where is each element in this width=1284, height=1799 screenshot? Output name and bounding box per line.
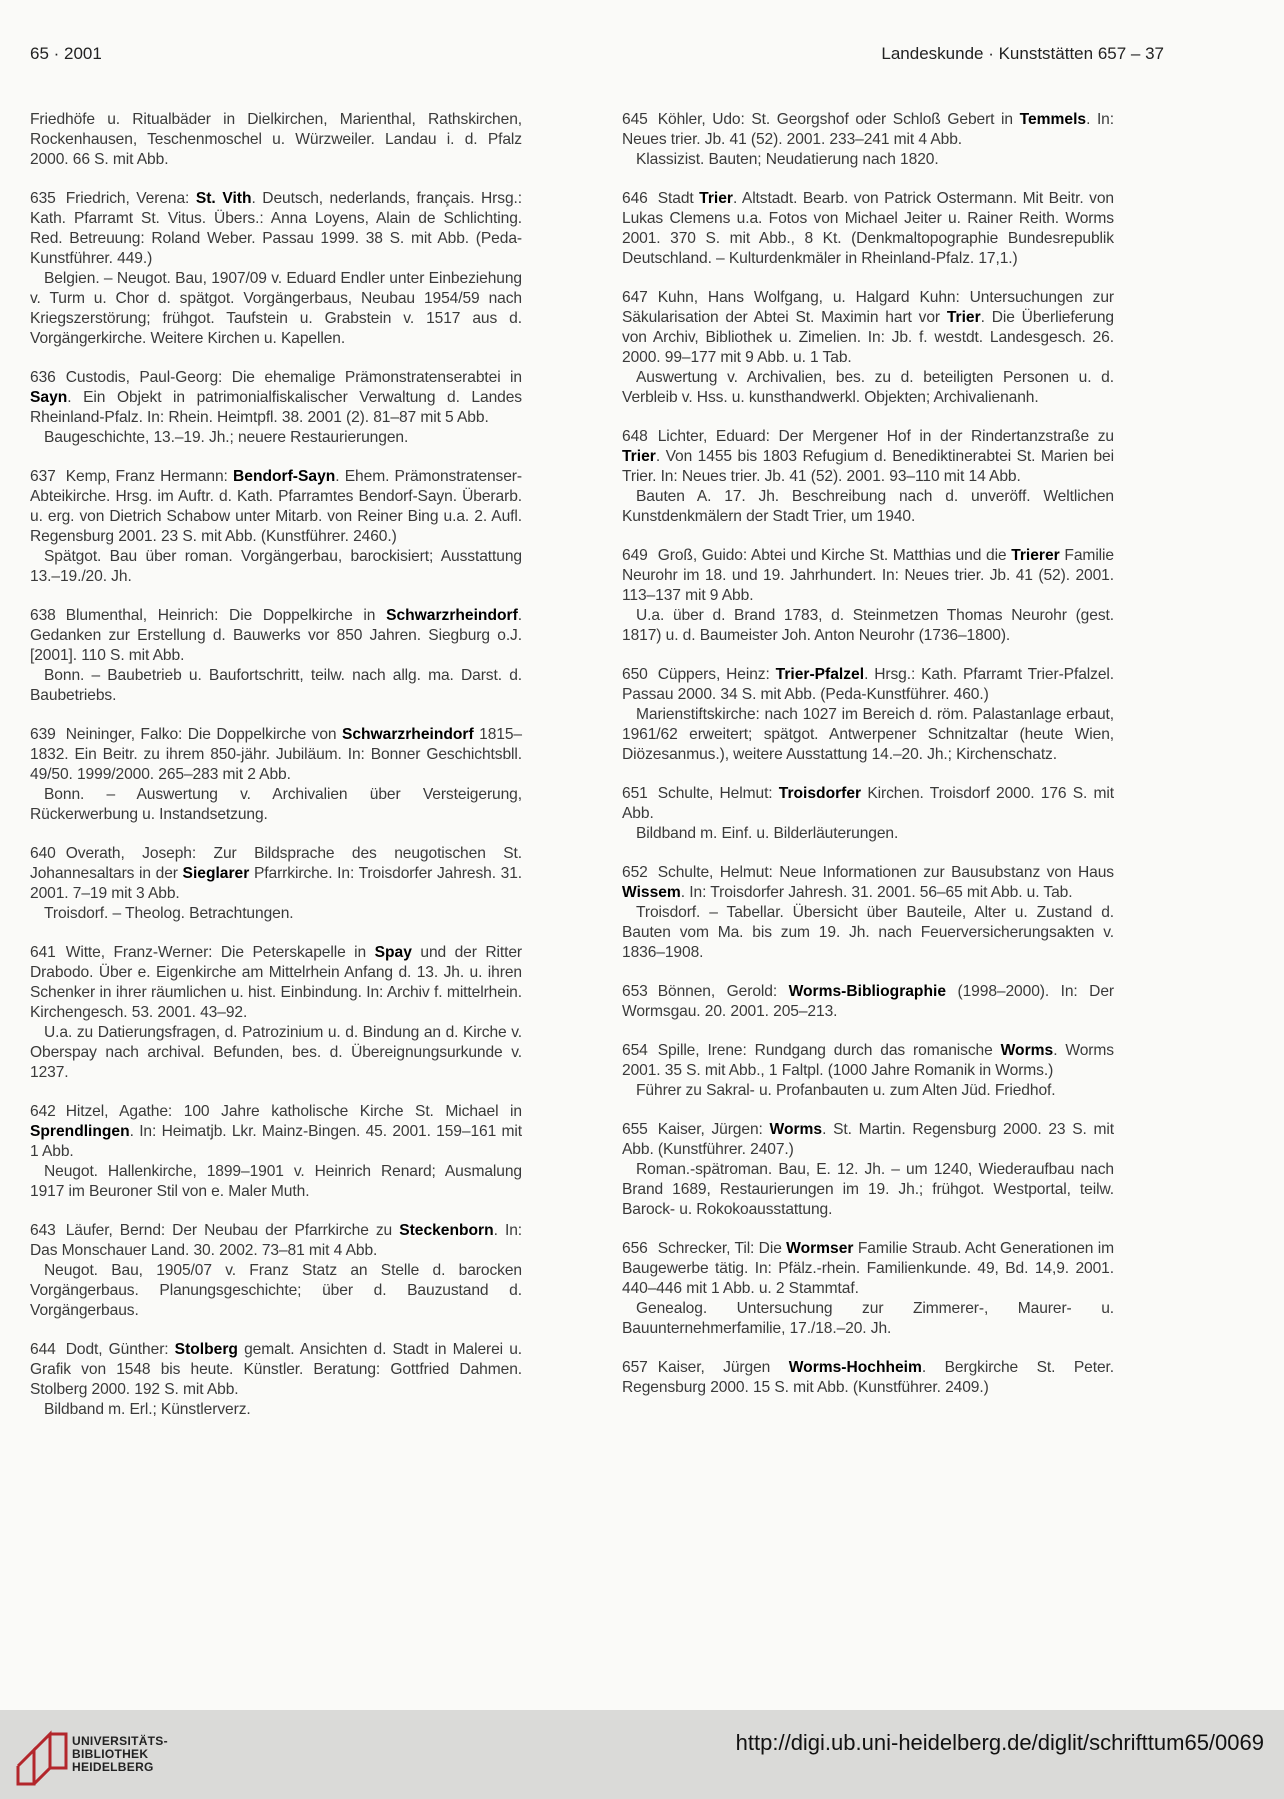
entry-text-post: und der Ritter Drabodo. Über e. Eigenkirche am Mittelrhein Anfang d. 13. Jh. u. ihren Schenker in ihrer räumlichen u. hist. Einbindung. In: Archiv f. mittelrhein. Kirchengesch. 53. 2001. 43–92. — [30, 944, 522, 1021]
entry-number: 656 — [622, 1240, 648, 1257]
entry-number: 651 — [622, 785, 648, 802]
entry-annotation: U.a. über d. Brand 1783, d. Steinmetzen Thomas Neurohr (gest. 1817) u. d. Baumeister Joh. Anton Neurohr (1736–1800). — [622, 607, 1114, 644]
entry-annotation: Führer zu Sakral- u. Profanbauten u. zum Alten Jüd. Friedhof. — [636, 1082, 1056, 1099]
entry-keyword: Sprendlingen — [30, 1123, 130, 1140]
bibliography-entry — [622, 1041, 1114, 1101]
entry-keyword: Trier — [622, 448, 656, 465]
entry-annotation: Marienstiftskirche: nach 1027 im Bereich d. röm. Palastanlage erbaut, 1961/62 erweitert; spätgot. Antwerpener Schnitzaltar (heute Wien, Diözesanmus.), weitere Ausstattung 14.–20. Jh.; Kirchenschatz. — [622, 706, 1114, 763]
entry-number: 647 — [622, 289, 648, 306]
entry-number: 636 — [30, 369, 56, 386]
entry-number: 643 — [30, 1222, 56, 1239]
entry-citation — [622, 1120, 1114, 1160]
entry-text-pre: Blumenthal, Heinrich: Die Doppelkirche in — [65, 607, 387, 624]
bibliography-entry — [622, 1120, 1114, 1220]
entry-keyword: Trier — [699, 190, 733, 207]
entry-text-post: . Ein Objekt in patrimonialfiskalischer Verwaltung d. Landes Rheinland-Pfalz. In: Rhein. Heimtpfl. 38. 2001 (2). 81–87 mit 5 Abb. — [30, 389, 522, 426]
entry-text-post: . Worms 2001. 35 S. mit Abb., 1 Faltpl. (1000 Jahre Romanik in Worms.) — [622, 1042, 1114, 1079]
entry-text-pre: Schrecker, Til: Die — [657, 1240, 787, 1257]
entry-citation — [30, 110, 522, 170]
entry-annotation: Spätgot. Bau über roman. Vorgängerbau, barockisiert; Ausstattung 13.–19./20. Jh. — [30, 548, 522, 585]
entry-text-pre: Läufer, Bernd: Der Neubau der Pfarrkirche zu — [65, 1222, 400, 1239]
entry-text-post: . In: Heimatjb. Lkr. Mainz-Bingen. 45. 2001. 159–161 mit 1 Abb. — [30, 1123, 522, 1160]
entry-annotation: U.a. zu Datierungsfragen, d. Patrozinium u. d. Bindung an d. Kirche v. Oberspay nach archival. Befunden, bes. d. Übereignungsurkunde v. 1237. — [30, 1024, 522, 1081]
entry-citation — [30, 844, 522, 904]
entry-text-pre: Lichter, Eduard: Der Mergener Hof in der Rindertanzstraße zu — [657, 428, 1114, 445]
entry-text-pre: Cüppers, Heinz: — [657, 666, 776, 683]
bibliography-entry — [622, 110, 1114, 170]
entry-text-post: . Die Überlieferung von Archiv, Bibliothek u. Zimelien. In: Jb. f. westdt. Landesgesch. 26. 2000. 99–177 mit 9 Abb. u. 1 Tab. — [622, 309, 1114, 366]
entry-citation — [30, 189, 522, 269]
entry-citation — [622, 1239, 1114, 1299]
entry-keyword: Schwarzrheindorf — [341, 726, 474, 743]
entry-citation — [30, 943, 522, 1023]
entry-text-pre: Schulte, Helmut: — [657, 785, 779, 802]
entry-number: 653 — [622, 983, 648, 1000]
entry-number: 657 — [622, 1359, 648, 1376]
entry-text-pre: Custodis, Paul-Georg: Die ehemalige Prämonstratenserabtei in — [65, 369, 522, 386]
entry-keyword: Worms — [1000, 1042, 1054, 1059]
library-name-line3: HEIDELBERG — [72, 1760, 154, 1774]
entry-annotation: Genealog. Untersuchung zur Zimmerer-, Maurer- u. Bauunternehmerfamilie, 17./18.–20. Jh. — [622, 1300, 1114, 1337]
entry-annotation: Bauten A. 17. Jh. Beschreibung nach d. unveröff. Weltlichen Kunstdenkmälern der Stadt Trier, um 1940. — [622, 488, 1114, 525]
entry-text-post: Kirchen. Troisdorf 2000. 176 S. mit Abb. — [622, 785, 1114, 822]
entry-number: 652 — [622, 864, 648, 881]
bibliography-entry — [622, 1358, 1114, 1398]
entry-keyword: Trierer — [1011, 547, 1060, 564]
entry-annotation: Roman.-spätroman. Bau, E. 12. Jh. – um 1240, Wiederaufbau nach Brand 1689, Restaurierungen im 19. Jh.; frühgot. Westportal, teilw. Barock- u. Rokokoausstattung. — [622, 1161, 1114, 1218]
entry-text-post: . In: Troisdorfer Jahresh. 31. 2001. 56–65 mit Abb. u. Tab. — [680, 884, 1073, 901]
entry-citation — [622, 546, 1114, 606]
entry-annotation: Troisdorf. – Tabellar. Übersicht über Bauteile, Alter u. Zustand d. Bauten vom Ma. bis zum 19. Jh. nach Feuerversicherungsakten v. 1836–1908. — [622, 904, 1114, 961]
entry-text-pre: Bönnen, Gerold: — [657, 983, 789, 1000]
entry-text-pre: Neininger, Falko: Die Doppelkirche von — [65, 726, 342, 743]
entry-number: 635 — [30, 190, 56, 207]
entry-text-post: . St. Martin. Regensburg 2000. 23 S. mit Abb. (Kunstführer. 2407.) — [622, 1121, 1115, 1158]
entry-annotation: Bonn. – Auswertung v. Archivalien über Versteigerung, Rückerwerbung u. Instandsetzung. — [30, 786, 522, 823]
university-library-logo-icon — [12, 1726, 72, 1788]
entry-number: 654 — [622, 1042, 648, 1059]
entry-citation — [622, 1041, 1114, 1081]
bibliography-entry — [622, 665, 1114, 765]
bibliography-entry — [30, 1221, 522, 1321]
bibliography-entry — [30, 189, 522, 349]
bibliography-entry — [30, 844, 522, 924]
bibliography-entry — [622, 288, 1114, 408]
permalink-url[interactable]: http://digi.ub.uni-heidelberg.de/diglit/schrifttum65/0069 — [735, 1730, 1264, 1755]
entry-number: 649 — [622, 547, 648, 564]
entry-text-pre: Köhler, Udo: St. Georgshof oder Schloß Gebert in — [657, 111, 1020, 128]
entry-citation — [30, 725, 522, 785]
entry-keyword: Sieglarer — [182, 865, 250, 882]
bibliography-entry — [622, 982, 1114, 1022]
entry-number: 638 — [30, 607, 56, 624]
entry-annotation: Bonn. – Baubetrieb u. Baufortschritt, teilw. nach allg. ma. Darst. d. Baubetriebs. — [30, 667, 522, 704]
bibliography-entry — [622, 546, 1114, 646]
entry-text-post: . Ehem. Prämonstratenser-Abteikirche. Hrsg. im Auftr. d. Kath. Pfarramtes Bendorf-Sayn. Überarb. u. erg. von Dietrich Schabow unter Mitarb. von Reiner Bing u.a. 2. Aufl. Regensburg 2001. 23 S. mit Abb. (Kunstführer. 2460.) — [30, 468, 522, 545]
entry-annotation: Troisdorf. – Theolog. Betrachtungen. — [44, 905, 294, 922]
entry-number: 655 — [622, 1121, 648, 1138]
entry-citation — [622, 427, 1114, 487]
entry-text-pre: Kemp, Franz Hermann: — [65, 468, 234, 485]
bibliography-entry — [30, 606, 522, 706]
entry-number: 645 — [622, 111, 648, 128]
entry-text-pre: Stadt — [657, 190, 700, 207]
entry-keyword: Schwarzrheindorf — [386, 607, 518, 624]
entry-text-post: Familie Neurohr im 18. und 19. Jahrhundert. In: Neues trier. Jb. 41 (52). 2001. 113–137 mit 9 Abb. — [622, 547, 1114, 604]
entry-text-post: . In: Das Monschauer Land. 30. 2002. 73–81 mit 4 Abb. — [30, 1222, 522, 1259]
bibliography-entry — [30, 1102, 522, 1202]
entry-text-post: (1998–2000). In: Der Wormsgau. 20. 2001. 205–213. — [622, 983, 1114, 1020]
bibliography-entry — [30, 1340, 522, 1420]
bibliography-entry — [30, 943, 522, 1083]
entry-number: 646 — [622, 190, 648, 207]
left-column — [30, 110, 522, 1439]
entry-keyword: Stolberg — [174, 1341, 238, 1358]
entry-text-pre: Witte, Franz-Werner: Die Peterskapelle in — [65, 944, 375, 961]
entry-text-pre: Spille, Irene: Rundgang durch das romanische — [657, 1042, 1001, 1059]
entry-text-pre: Hitzel, Agathe: 100 Jahre katholische Kirche St. Michael in — [65, 1103, 522, 1120]
entry-text-post: Familie Straub. Acht Generationen im Baugewerbe tätig. In: Pfälz.-rhein. Familienkunde. 49, Bd. 14,9. 2001. 440–446 mit 1 Abb. u. 2 Stammtaf. — [622, 1240, 1114, 1297]
entry-text-post: Friedhöfe u. Ritualbäder in Dielkirchen, Marienthal, Rathskirchen, Rockenhausen, Teschenmoschel u. Würzweiler. Landau i. d. Pfalz 2000. 66 S. mit Abb. — [30, 111, 522, 168]
header-section-page: Landeskunde · Kunststätten 657 – 37 — [881, 44, 1164, 63]
entry-number: 639 — [30, 726, 56, 743]
library-name-line1: UNIVERSITÄTS- — [72, 1734, 168, 1748]
bibliography-entry — [30, 467, 522, 587]
entry-citation — [30, 1221, 522, 1261]
entry-number: 644 — [30, 1341, 56, 1358]
entry-citation — [622, 784, 1114, 824]
entry-citation — [30, 467, 522, 547]
entry-keyword: Trier-Pfalzel — [775, 666, 865, 683]
entry-citation — [622, 982, 1114, 1022]
entry-number: 640 — [30, 845, 56, 862]
entry-text-post: Pfarrkirche. In: Troisdorfer Jahresh. 31. 2001. 7–19 mit 3 Abb. — [30, 865, 522, 902]
entry-annotation: Belgien. – Neugot. Bau, 1907/09 v. Eduard Endler unter Einbeziehung v. Turm u. Chor d. spätgot. Vorgängerbaus, Neubau 1954/59 nach Kriegszerstörung; frühgot. Taufstein u. Grabstein v. 1517 aus d. Vorgängerkirche. Weitere Kirchen u. Kapellen. — [30, 270, 522, 347]
header-volume-year: 65 · 2001 — [30, 44, 102, 63]
footer-bar — [0, 1710, 1284, 1799]
bibliography-entry — [30, 110, 522, 170]
entry-keyword: Wissem — [622, 884, 681, 901]
entry-text-pre: Dodt, Günther: — [65, 1341, 175, 1358]
entry-number: 637 — [30, 468, 56, 485]
entry-text-post: 1815–1832. Ein Beitr. zu ihrem 850-jähr. Jubiläum. In: Bonner Geschichtsbll. 49/50. 1999/2000. 265–283 mit 2 Abb. — [30, 726, 522, 783]
library-name-line2: BIBLIOTHEK — [72, 1747, 149, 1761]
entry-text-post: . In: Neues trier. Jb. 41 (52). 2001. 233–241 mit 4 Abb. — [622, 111, 1114, 148]
entry-text-pre: Overath, Joseph: Zur Bildsprache des neugotischen St. Johannesaltars in der — [30, 845, 522, 882]
right-column — [622, 110, 1114, 1417]
entry-text-post: . Bergkirche St. Peter. Regensburg 2000. 15 S. mit Abb. (Kunstführer. 2409.) — [622, 1359, 1114, 1396]
entry-citation — [622, 189, 1114, 269]
library-name — [72, 1735, 168, 1774]
entry-citation — [622, 110, 1114, 150]
bibliography-entry — [622, 863, 1114, 963]
entry-annotation: Bildband m. Einf. u. Bilderläuterungen. — [636, 825, 899, 842]
bibliography-entry — [30, 725, 522, 825]
entry-keyword: Troisdorfer — [778, 785, 862, 802]
bibliography-entry — [622, 784, 1114, 844]
entry-text-post: gemalt. Ansichten d. Stadt in Malerei u. Grafik von 1548 bis heute. Künstler. Beratung: Gottfried Dahmen. Stolberg 2000. 192 S. mit Abb. — [30, 1341, 522, 1398]
entry-keyword: Worms-Bibliographie — [788, 983, 946, 1000]
entry-text-post: . Gedanken zur Erstellung d. Bauwerks vor 850 Jahren. Siegburg o.J. [2001]. 110 S. mit Abb. — [30, 607, 522, 664]
entry-text-pre: Kuhn, Hans Wolfgang, u. Halgard Kuhn: Untersuchungen zur Säkularisation der Abtei St. Maximin hart vor — [622, 289, 1114, 326]
bibliography-entry — [622, 189, 1114, 269]
bibliography-entry — [30, 368, 522, 448]
entry-keyword: Bendorf-Sayn — [233, 468, 336, 485]
entry-annotation: Neugot. Bau, 1905/07 v. Franz Statz an Stelle d. barocken Vorgängerbaus. Planungsgeschichte; über d. Bauzustand d. Vorgängerbaus. — [30, 1262, 522, 1319]
entry-text-pre: Groß, Guido: Abtei und Kirche St. Matthias und die — [657, 547, 1012, 564]
entry-text-pre: Kaiser, Jürgen — [657, 1359, 789, 1376]
entry-annotation: Bildband m. Erl.; Künstlerverz. — [44, 1401, 251, 1418]
entry-text-post: . Deutsch, nederlands, français. Hrsg.: Kath. Pfarramt St. Vitus. Übers.: Anna Loyens, Alain de Schlichting. Red. Betreuung: Roland Weber. Passau 1999. 38 S. mit Abb. (Peda-Kunstführer. 449.) — [30, 190, 522, 267]
entry-citation — [30, 1102, 522, 1162]
entry-annotation: Klassizist. Bauten; Neudatierung nach 1820. — [636, 151, 939, 168]
entry-text-post: . Von 1455 bis 1803 Refugium d. Benediktinerabtei St. Marien bei Trier. In: Neues trier. Jb. 41 (52). 2001. 93–110 mit 14 Abb. — [622, 448, 1114, 485]
entry-citation — [622, 863, 1114, 903]
entry-number: 641 — [30, 944, 56, 961]
entry-number: 642 — [30, 1103, 56, 1120]
entry-keyword: Steckenborn — [399, 1222, 494, 1239]
entry-keyword: Trier — [946, 309, 981, 326]
entry-annotation: Neugot. Hallenkirche, 1899–1901 v. Heinrich Renard; Ausmalung 1917 im Beuroner Stil von e. Maler Muth. — [30, 1163, 522, 1200]
entry-keyword: Spay — [374, 944, 412, 961]
entry-number: 650 — [622, 666, 648, 683]
entry-citation — [30, 1340, 522, 1400]
entry-annotation: Baugeschichte, 13.–19. Jh.; neuere Restaurierungen. — [44, 429, 409, 446]
entry-keyword: Worms — [769, 1121, 823, 1138]
bibliography-entry — [622, 1239, 1114, 1339]
entry-keyword: Wormser — [786, 1240, 854, 1257]
entry-keyword: Temmels — [1019, 111, 1087, 128]
entry-citation — [622, 1358, 1114, 1398]
entry-keyword: Worms-Hochheim — [788, 1359, 922, 1376]
bibliography-entry — [622, 427, 1114, 527]
entry-text-post: . Hrsg.: Kath. Pfarramt Trier-Pfalzel. Passau 2000. 34 S. mit Abb. (Peda-Kunstführer. 460.) — [622, 666, 1114, 703]
entry-citation — [622, 288, 1114, 368]
entry-citation — [30, 368, 522, 428]
entry-text-post: . Altstadt. Bearb. von Patrick Ostermann. Mit Beitr. von Lukas Clemens u.a. Fotos von Michael Jeiter u. Rainer Reith. Worms 2001. 370 S. mit Abb., 8 Kt. (Denkmaltopographie Bundesrepublik Deutschland. – Kulturdenkmäler in Rheinland-Pfalz. 17,1.) — [622, 190, 1114, 267]
entry-keyword: Sayn — [30, 389, 68, 406]
entry-citation — [30, 606, 522, 666]
entry-citation — [622, 665, 1114, 705]
entry-annotation: Auswertung v. Archivalien, bes. zu d. beteiligten Personen u. d. Verbleib v. Hss. u. kunsthandwerkl. Objekten; Archivalienanh. — [622, 369, 1114, 406]
entry-text-pre: Kaiser, Jürgen: — [657, 1121, 770, 1138]
entry-keyword: St. Vith — [195, 190, 252, 207]
entry-text-pre: Friedrich, Verena: — [65, 190, 196, 207]
entry-text-pre: Schulte, Helmut: Neue Informationen zur Bausubstanz von Haus — [657, 864, 1114, 881]
entry-number: 648 — [622, 428, 648, 445]
